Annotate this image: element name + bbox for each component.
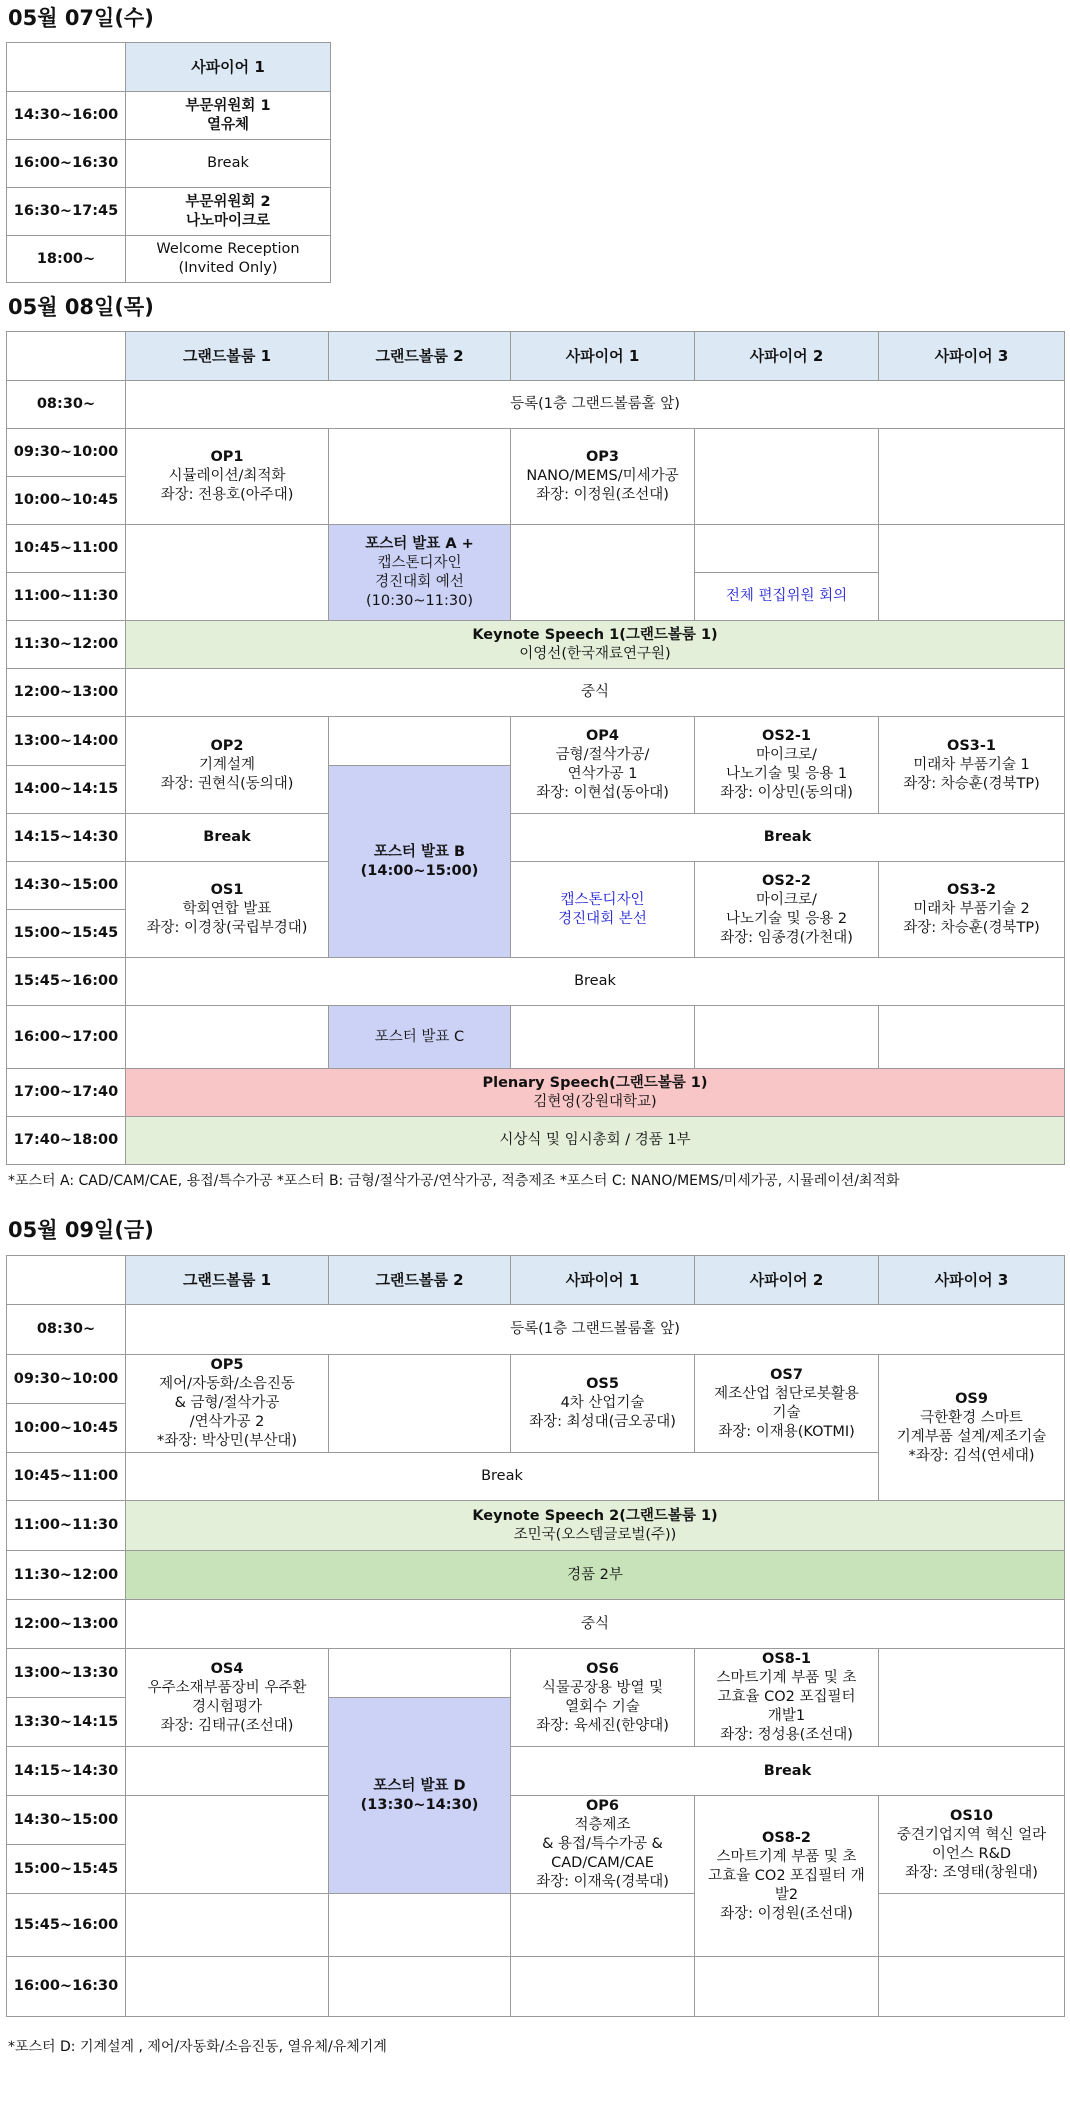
empty-cell	[695, 1006, 879, 1069]
reception-note: (Invited Only)	[178, 260, 278, 276]
session-topic: 시뮬레이션/최적화	[168, 468, 286, 484]
time-cell: 09:30~10:00	[7, 429, 126, 477]
time-cell: 10:45~11:00	[7, 1453, 126, 1501]
empty-cell	[329, 1355, 511, 1453]
empty-cell	[511, 525, 695, 621]
time-cell: 11:30~12:00	[7, 621, 126, 669]
time-cell: 14:00~14:15	[7, 766, 126, 814]
keynote-1-cell	[126, 621, 1065, 669]
day3-schedule-table	[6, 1255, 1065, 2017]
break-cell: Break	[126, 1453, 879, 1501]
session-code: OP5	[210, 1357, 244, 1373]
time-cell: 10:00~10:45	[7, 477, 126, 525]
session-topic: NANO/MEMS/미세가공	[526, 468, 679, 484]
poster-title: 포스터 발표 D	[373, 1777, 466, 1794]
session-topic: 발2	[774, 1886, 799, 1903]
room-header-sapphire1: 사파이어 1	[126, 43, 331, 92]
session-chair: *좌장: 김석(연세대)	[908, 1447, 1035, 1464]
time-cell: 16:00~16:30	[7, 1957, 126, 2017]
session-os10	[879, 1796, 1065, 1894]
room-header-sapphire2: 사파이어 2	[695, 1256, 879, 1305]
poster-title: 포스터 발표 B	[373, 843, 466, 860]
corner-cell	[7, 1256, 126, 1305]
poster-b-cell	[329, 766, 511, 958]
day3-poster-note: *포스터 D: 기계설계 , 제어/자동화/소음진동, 열유체/유체기계	[8, 2039, 387, 2055]
plenary-title: Plenary Speech(그랜드볼룸 1)	[482, 1074, 708, 1091]
welcome-reception-cell	[126, 236, 331, 283]
break-cell: Break	[126, 140, 331, 188]
session-op3	[511, 429, 695, 525]
session-code: OS2-1	[762, 728, 811, 744]
session-code: OS2-2	[762, 872, 811, 889]
session-os7	[695, 1355, 879, 1453]
session-topic: 개발1	[767, 1708, 806, 1724]
break-cell: Break	[511, 1747, 1065, 1796]
empty-cell	[329, 1957, 511, 2017]
time-cell: 13:00~13:30	[7, 1649, 126, 1698]
time-cell: 14:30~15:00	[7, 1796, 126, 1845]
session-topic: 제조산업 첨단로봇활용	[714, 1385, 859, 1402]
poster-a-cell	[329, 525, 511, 621]
room-header-sapphire2: 사파이어 2	[695, 332, 879, 381]
committee-1-cell	[126, 92, 331, 140]
empty-cell	[329, 1649, 511, 1698]
empty-cell	[695, 1957, 879, 2017]
day1-title: 05월 07일(수)	[8, 6, 154, 30]
session-chair: 좌장: 이현섭(동아대)	[536, 785, 669, 801]
session-code: OS7	[770, 1366, 803, 1383]
room-header-sapphire3: 사파이어 3	[879, 332, 1065, 381]
session-chair: 좌장: 차승훈(경북TP)	[903, 775, 1040, 792]
session-topic: 미래차 부품기술 1	[913, 756, 1030, 773]
session-chair: *좌장: 박상민(부산대)	[156, 1433, 298, 1449]
session-topic: 학회연합 발표	[182, 901, 272, 917]
time-cell: 16:00~17:00	[7, 1006, 126, 1069]
session-code: OS4	[210, 1660, 244, 1677]
time-cell: 13:00~14:00	[7, 717, 126, 766]
empty-cell	[879, 1649, 1065, 1747]
session-topic: 경시험평가	[191, 1698, 263, 1715]
session-chair: 좌장: 임종경(가천대)	[720, 929, 853, 946]
session-chair: 좌장: 차승훈(경북TP)	[903, 920, 1040, 936]
corner-cell	[7, 43, 126, 92]
time-cell: 10:45~11:00	[7, 525, 126, 573]
session-chair: 좌장: 최성대(금오공대)	[529, 1414, 676, 1430]
session-code: OS8-1	[762, 1651, 811, 1667]
session-chair: 좌장: 조영태(창원대)	[905, 1864, 1038, 1881]
session-op5	[126, 1355, 329, 1453]
session-topic: 제어/자동화/소음진동	[159, 1376, 295, 1392]
session-topic: 4차 산업기술	[560, 1395, 645, 1411]
empty-cell	[511, 1957, 695, 2017]
plenary-cell	[126, 1069, 1065, 1117]
session-chair: 좌장: 정성용(조선대)	[720, 1727, 853, 1743]
time-cell: 16:00~16:30	[7, 140, 126, 188]
lunch-cell: 중식	[126, 1600, 1065, 1649]
session-title: 부문위원회 1	[185, 97, 271, 114]
session-code: OP6	[585, 1798, 620, 1814]
time-cell: 14:30~15:00	[7, 862, 126, 910]
session-topic: 식물공장용 방열 및	[541, 1679, 664, 1696]
day3-title: 05월 09일(금)	[8, 1218, 154, 1242]
break-cell: Break	[511, 814, 1065, 862]
session-chair: 좌장: 전용호(아주대)	[160, 487, 294, 503]
session-topic: & 용접/특수가공 &	[542, 1836, 663, 1852]
time-cell: 11:00~11:30	[7, 573, 126, 621]
poster-c-cell: 포스터 발표 C	[329, 1006, 511, 1069]
session-topic: 적층제조	[574, 1817, 631, 1833]
session-code: OS8-2	[762, 1829, 811, 1846]
session-topic: 기계부품 설계/제조기술	[896, 1428, 1047, 1445]
empty-cell	[126, 1894, 329, 1957]
day1-schedule-table	[6, 42, 331, 283]
session-code: OP2	[210, 737, 244, 754]
session-topic: 미래차 부품기술 2	[913, 901, 1030, 917]
session-code: OS3-1	[947, 737, 996, 754]
session-os1	[126, 862, 329, 958]
time-cell: 08:30~	[7, 381, 126, 429]
poster-line: 캡스톤디자인	[377, 554, 462, 571]
session-topic: CAD/CAM/CAE	[551, 1855, 654, 1871]
keynote-title: Keynote Speech 1(그랜드볼룸 1)	[472, 626, 718, 643]
session-os9	[879, 1355, 1065, 1501]
editorial-meeting-cell: 전체 편집위원 회의	[695, 573, 879, 621]
session-topic: & 금형/절삭가공	[174, 1395, 280, 1411]
session-os8-1	[695, 1649, 879, 1747]
room-header-grand2: 그랜드볼룸 2	[329, 1256, 511, 1305]
room-header-sapphire3: 사파이어 3	[879, 1256, 1065, 1305]
time-cell: 14:15~14:30	[7, 1747, 126, 1796]
empty-cell	[879, 1957, 1065, 2017]
empty-cell	[695, 525, 879, 573]
time-cell: 11:00~11:30	[7, 1501, 126, 1551]
empty-cell	[329, 717, 511, 766]
day2-schedule-table	[6, 331, 1065, 1165]
day2-poster-note: *포스터 A: CAD/CAM/CAE, 용접/특수가공 *포스터 B: 금형/절삭가공/연삭가공, 적층제조 *포스터 C: NANO/MEMS/미세가공, 시뮬레이션/최적화	[8, 1173, 900, 1189]
session-topic: 기계설계	[198, 756, 256, 773]
session-chair: 좌장: 이재욱(경북대)	[536, 1874, 669, 1890]
awards-cell: 시상식 및 임시총회 / 경품 1부	[126, 1117, 1065, 1165]
session-code: OS5	[586, 1376, 619, 1392]
session-topic: /연삭가공 2	[189, 1414, 265, 1430]
keynote-speaker: 조민국(오스템글로벌(주))	[513, 1526, 677, 1543]
empty-cell	[511, 1894, 695, 1957]
empty-cell	[126, 1957, 329, 2017]
session-op4	[511, 717, 695, 814]
session-chair: 좌장: 이정원(조선대)	[536, 487, 669, 503]
session-os2-2	[695, 862, 879, 958]
session-os6	[511, 1649, 695, 1747]
poster-time: (13:30~14:30)	[360, 1796, 479, 1813]
session-topic: 연삭가공 1	[567, 766, 638, 782]
poster-d-cell	[329, 1698, 511, 1894]
time-cell: 15:00~15:45	[7, 910, 126, 958]
session-title: 부문위원회 2	[185, 193, 271, 210]
session-chair: 좌장: 육세진(한양대)	[536, 1717, 669, 1734]
room-header-sapphire1: 사파이어 1	[511, 332, 695, 381]
session-topic: 고효율 CO2 포집필터 개	[708, 1867, 865, 1884]
time-cell: 15:00~15:45	[7, 1845, 126, 1894]
session-code: OS10	[950, 1807, 993, 1824]
session-chair: 좌장: 권현식(동의대)	[160, 775, 294, 792]
session-os8-2	[695, 1796, 879, 1957]
session-chair: 좌장: 이재용(KOTMI)	[718, 1423, 855, 1440]
room-header-grand1: 그랜드볼룸 1	[126, 332, 329, 381]
session-topic: 스마트기계 부품 및 초	[716, 1670, 857, 1686]
session-topic: 마이크로/	[756, 891, 817, 908]
session-topic: 중견기업지역 혁신 얼라	[896, 1826, 1047, 1843]
session-code: OS9	[955, 1390, 988, 1407]
break-cell: Break	[126, 958, 1065, 1006]
session-op6	[511, 1796, 695, 1894]
corner-cell	[7, 332, 126, 381]
time-cell: 14:30~16:00	[7, 92, 126, 140]
session-os3-2	[879, 862, 1065, 958]
session-topic: 나노기술 및 응용 1	[725, 766, 848, 782]
plenary-speaker: 김현영(강원대학교)	[533, 1093, 657, 1110]
time-cell: 18:00~	[7, 236, 126, 283]
empty-cell	[695, 429, 879, 525]
reception-label: Welcome Reception	[156, 241, 300, 257]
session-op2	[126, 717, 329, 814]
capstone-subtitle: 경진대회 본선	[558, 910, 647, 927]
time-cell: 10:00~10:45	[7, 1404, 126, 1453]
time-cell: 16:30~17:45	[7, 188, 126, 236]
empty-cell	[126, 1747, 329, 1796]
session-code: OS6	[586, 1660, 619, 1677]
session-topic: 스마트기계 부품 및 초	[716, 1848, 857, 1865]
session-chair: 좌장: 김태규(조선대)	[160, 1717, 294, 1734]
session-chair: 좌장: 이경창(국립부경대)	[146, 920, 308, 936]
empty-cell	[126, 1006, 329, 1069]
session-topic: 열유체	[206, 116, 250, 133]
empty-cell	[329, 429, 511, 525]
session-topic: 나노마이크로	[185, 212, 271, 229]
empty-cell	[511, 1006, 695, 1069]
empty-cell	[126, 1796, 329, 1894]
time-cell: 13:30~14:15	[7, 1698, 126, 1747]
time-cell: 15:45~16:00	[7, 958, 126, 1006]
session-os5	[511, 1355, 695, 1453]
capstone-title: 캡스톤디자인	[560, 891, 645, 908]
session-os3-1	[879, 717, 1065, 814]
empty-cell	[879, 1006, 1065, 1069]
keynote-speaker: 이영선(한국재료연구원)	[519, 645, 671, 662]
session-topic: 기술	[772, 1404, 801, 1421]
room-header-grand1: 그랜드볼룸 1	[126, 1256, 329, 1305]
poster-line: 경진대회 예선	[375, 573, 464, 590]
committee-2-cell	[126, 188, 331, 236]
room-header-grand2: 그랜드볼룸 2	[329, 332, 511, 381]
session-chair: 좌장: 이상민(동의대)	[720, 785, 853, 801]
poster-time: (10:30~11:30)	[365, 592, 474, 609]
empty-cell	[879, 429, 1065, 525]
lunch-cell: 중식	[126, 669, 1065, 717]
session-op1	[126, 429, 329, 525]
session-topic: 극한환경 스마트	[920, 1409, 1023, 1426]
time-cell: 15:45~16:00	[7, 1894, 126, 1957]
session-topic: 이언스 R&D	[931, 1845, 1012, 1862]
session-chair: 좌장: 이정원(조선대)	[720, 1905, 853, 1922]
time-cell: 17:00~17:40	[7, 1069, 126, 1117]
time-cell: 14:15~14:30	[7, 814, 126, 862]
day2-title: 05월 08일(목)	[8, 295, 154, 319]
registration-cell: 등록(1층 그랜드볼룸홀 앞)	[126, 381, 1065, 429]
room-header-sapphire1: 사파이어 1	[511, 1256, 695, 1305]
time-cell: 12:00~13:00	[7, 1600, 126, 1649]
session-topic: 금형/절삭가공/	[555, 747, 650, 763]
break-cell: Break	[126, 814, 329, 862]
empty-cell	[329, 1894, 511, 1957]
session-code: OS1	[210, 882, 244, 898]
time-cell: 17:40~18:00	[7, 1117, 126, 1165]
session-topic: 고효율 CO2 포집필터	[717, 1689, 856, 1705]
session-topic: 마이크로/	[756, 747, 817, 763]
time-cell: 08:30~	[7, 1305, 126, 1355]
time-cell: 09:30~10:00	[7, 1355, 126, 1404]
session-code: OP1	[210, 449, 244, 465]
keynote-title: Keynote Speech 2(그랜드볼룸 1)	[472, 1507, 718, 1524]
registration-cell: 등록(1층 그랜드볼룸홀 앞)	[126, 1305, 1065, 1355]
session-topic: 열회수 기술	[565, 1698, 640, 1715]
session-code: OP4	[585, 728, 620, 744]
session-os4	[126, 1649, 329, 1747]
empty-cell	[879, 525, 1065, 621]
empty-cell	[879, 1894, 1065, 1957]
empty-cell	[126, 525, 329, 621]
session-topic: 나노기술 및 응용 2	[725, 910, 848, 927]
time-cell: 11:30~12:00	[7, 1551, 126, 1600]
capstone-final-cell	[511, 862, 695, 958]
poster-time: (14:00~15:00)	[360, 862, 479, 879]
session-topic: 우주소재부품장비 우주환	[147, 1679, 307, 1696]
keynote-2-cell	[126, 1501, 1065, 1551]
session-code: OS3-2	[947, 882, 996, 898]
prize-2-cell: 경품 2부	[126, 1551, 1065, 1600]
session-code: OP3	[585, 449, 620, 465]
session-os2-1	[695, 717, 879, 814]
time-cell: 12:00~13:00	[7, 669, 126, 717]
poster-title: 포스터 발표 A +	[365, 535, 474, 552]
